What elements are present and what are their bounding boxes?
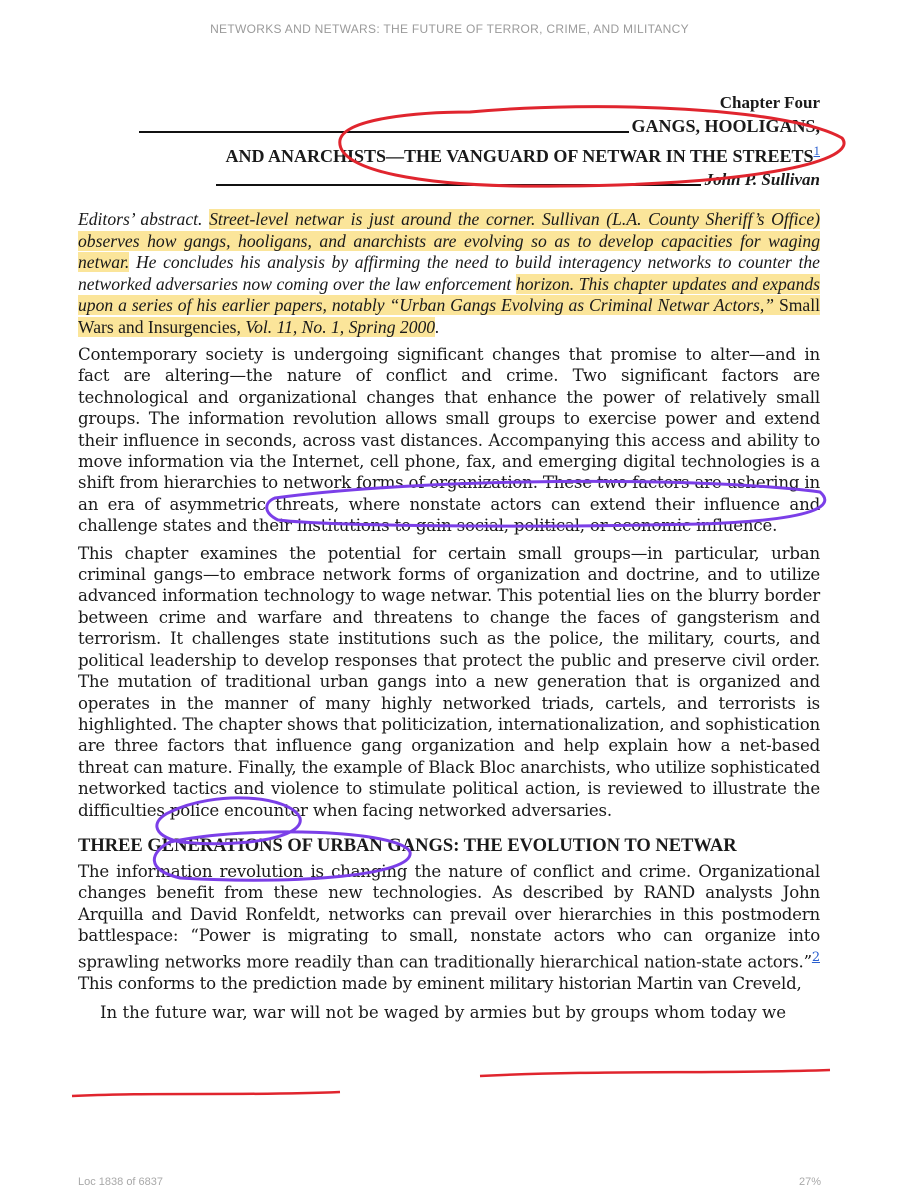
author-line [78,169,820,191]
chapter-title-line2 [78,138,820,169]
author-name: John P. Sullivan [704,170,820,189]
paragraph-3 [78,861,820,994]
running-head: NETWORKS AND NETWARS: THE FUTURE OF TERROR, CRIME, AND MILITANCY [210,22,689,36]
section-heading: THREE GENERATIONS OF URBAN GANGS: THE EVOLUTION TO NETWAR [78,835,737,856]
paragraph-3-text-a: The information revolution is changing the nature of conflict and crime. Organizational changes benefit from these new technologies. As described by RAND analysts John Arquilla and David Ronfeldt, networks can prevail over hierarchies in this postmodern battlespace: “Power is migrating to small, nonstate actors who can organize into sprawling networks more readily than can traditionally hierarchical nation-state actors.” [78,861,820,972]
page-content [78,92,820,1023]
highlight-2c[interactable]: , Vol. 11, No. 1, Spring 2000 [236,316,436,337]
red-underline-annotation-1 [480,1070,830,1076]
paragraph-1: Contemporary society is undergoing significant changes that promise to alter—and in fact are altering—the nature of conflict and crime. Two significant factors are technological and organizational changes that enhance the power of relatively small groups. The information revolution allows small groups to exercise power and extend their influence in seconds, across vast distances. Accompanying this access and ability to move information via the Internet, cell phone, fax, and emerging digital technologies is a shift from hierarchies to network forms of organization. These two factors are ushering in an era of asymmetric threats, where nonstate actors can extend their influence and challenge states and their institutions to gain social, political, or economic influence. [78,345,820,536]
red-underline-annotation-2 [72,1092,340,1096]
abstract-mid: He concludes his analysis by affirming the need to build interagency networks to counter the networked adversaries now coming over the law enforcement [78,252,820,294]
paragraph-2: This chapter examines the potential for certain small groups—in particular, urban criminal gangs—to embrace network forms of organization and doctrine, and to utilize advanced information technology to wage netwar. This potential lies on the blurry border between crime and warfare and threatens to change the faces of gangsterism and terrorism. It challenges state institutions such as the police, the military, courts, and political leadership to develop responses that protect the public and preserve civil order. The mutation of traditional urban gangs into a new generation that is organized and operates in the manner of many highly networked triads, cartels, and terrorists is highlighted. The chapter shows that politicization, internationalization, and sophistication are three factors that influence gang organization and help explain how a net-based threat can mature. Finally, the example of Black Bloc anarchists, who utilize sophisticated networked tactics and violence to stimulate political action, is reviewed to illustrate the difficulties police encounter when facing networked adversaries. [78,543,820,820]
editors-abstract [78,209,820,338]
author-rule [216,184,701,186]
location-indicator: Loc 1838 of 6837 [78,1176,164,1188]
chapter-label: Chapter Four [719,93,820,112]
progress-percent: 27% [798,1176,821,1188]
chapter-title-text2: AND ANARCHISTS—THE VANGUARD OF NETWAR IN THE STREETS [225,146,814,166]
abstract-end: . [435,316,440,337]
highlight-2b[interactable]: Small Wars and Insurgencies [78,295,820,337]
highlight-2a[interactable]: horizon. This chapter updates and expands upon a series of his earlier papers, notably “Urban Gangs Evolving as Criminal Netwar Actors,” [78,273,821,315]
abstract-lead: Editors’ abstract. [78,209,210,229]
footnote-link-1[interactable]: 1 [813,143,820,158]
highlight-1[interactable]: Street-level netwar is just around the corner. Sullivan (L.A. County Sheriff’s Office) observes how gangs, hooligans, and anarchists are evolving so as to develop capacities for waging netwar. [78,209,820,272]
blockquote: In the future war, war will not be waged by armies but by groups whom today we [100,1002,787,1022]
chapter-title-line1 [78,114,820,138]
paragraph-3-text-b: This conforms to the prediction made by eminent military historian Martin van Creveld, [78,973,802,993]
chapter-title-text1: GANGS, HOOLIGANS, [631,116,820,136]
title-rule [139,131,629,133]
footnote-link-2[interactable]: 2 [811,949,820,965]
